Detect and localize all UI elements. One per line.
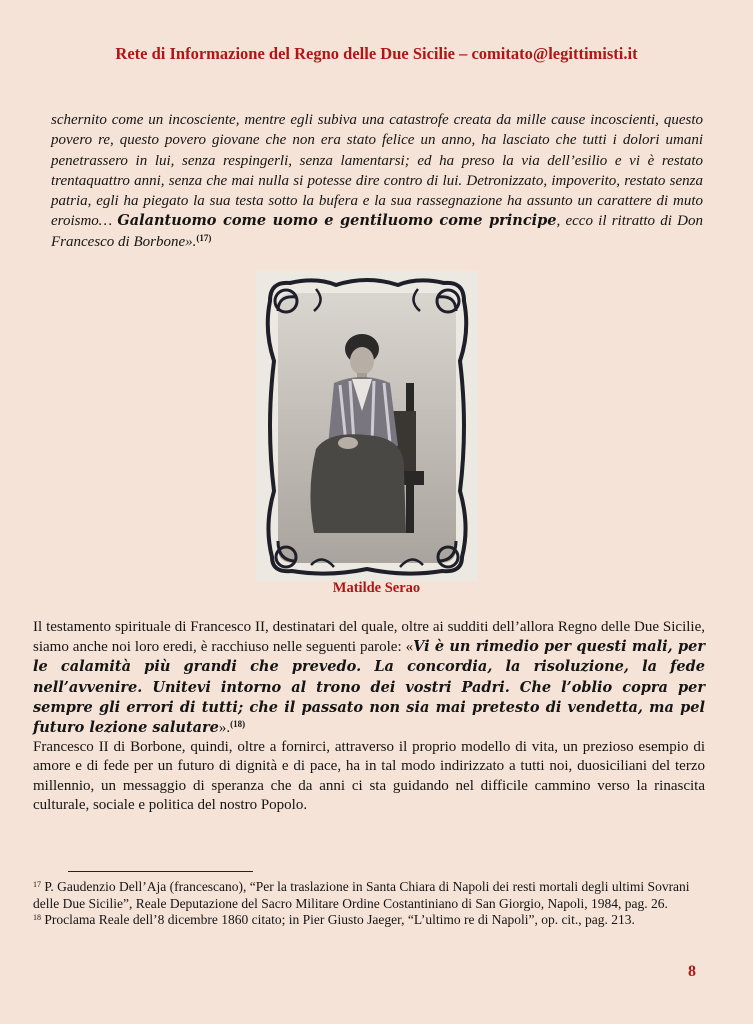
figure-caption: Matilde Serao	[332, 580, 421, 596]
footnote-divider	[68, 871, 253, 872]
portrait-photo	[256, 271, 478, 581]
footnote-ref-17: (17)	[196, 232, 212, 243]
quote-text: schernito come un incosciente, mentre egli subiva una catastrofe creata da mille cause incoscienti, questo povero re, questo povero giovane che non era stato felice un anno, ha lasciato che tutti i dolori umani penetrassero in lui, senza respingerli, senza lamentarsi; ed ha preso la via dell’esilio e vi è restato trentaquattro anni, senza che mai nulla si potesse dire contro di lui. Detronizzato, impoverito, restato senza patria, egli ha piegato la sua testa sotto la bufera e la sua rassegnazione ha assunto un carattere di muto eroismo…	[51, 112, 703, 230]
page-header: Rete di Informazione del Regno delle Due Sicilie – comitato@legittimisti.it	[115, 44, 638, 63]
quote-close: ».	[218, 720, 231, 737]
footnote-text: P. Gaudenzio Dell’Aja (francescano), “Per la traslazione in Santa Chiara di Napoli dei resti mortali degli ultimi Sovrani delle Due Sicilie”, Reale Deputazione del Sacro Militare Ordine Costantiniano di San Giorgio, Napoli, 1984, pag. 26.	[33, 879, 690, 911]
testament-quote: Vi è un rimedio per questi mali, per le calamità più grandi che prevedo. La concordia, la risoluzione, la fede nell’avvenire. Unitevi intorno al trono dei vostri Padri. Che l’oblio copra per sempre gli errori di tutti; che il passato non sia mai pretesto di vendetta, ma pel futuro lezione salutare	[33, 638, 705, 737]
footnote-ref-18: (18)	[230, 719, 246, 730]
footnote-number: 18	[33, 913, 41, 923]
footnote-number: 17	[33, 880, 41, 889]
footnote-18	[33, 912, 705, 929]
footnote-text: Proclama Reale dell’8 dicembre 1860 citato; in Pier Giusto Jaeger, “L’ultimo re di Napoli”, op. cit., pag. 213.	[44, 912, 635, 928]
body-text	[33, 618, 705, 815]
paragraph-text: Il testamento spirituale di Francesco II, destinatari del quale, oltre ai sudditi dell’allora Regno delle Due Sicilie, siamo anche noi loro eredi, è racchiuso nelle seguenti parole: «	[33, 619, 705, 656]
quote-text-end: , ecco il ritratto di Don Francesco di Borbone».	[51, 213, 703, 250]
page-number: 8	[688, 963, 696, 980]
quote-paragraph	[51, 110, 703, 252]
paragraph-testament	[33, 618, 705, 738]
quote-bold-text: Galantuomo come uomo e gentiluomo come principe	[117, 212, 557, 230]
footnotes	[33, 879, 705, 929]
footnote-17	[33, 879, 705, 912]
paragraph-conclusion: Francesco II di Borbone, quindi, oltre a fornirci, attraverso il proprio modello di vita, un prezioso esempio di amore e di fede per un futuro di dignità e di pace, ha in tal modo indirizzato a tutti noi, duosiciliani del terzo millennio, un messaggio di speranza che da anni ci sta guidando nel difficile cammino verso la rinascita culturale, sociale e politica del nostro Popolo.	[33, 739, 705, 813]
